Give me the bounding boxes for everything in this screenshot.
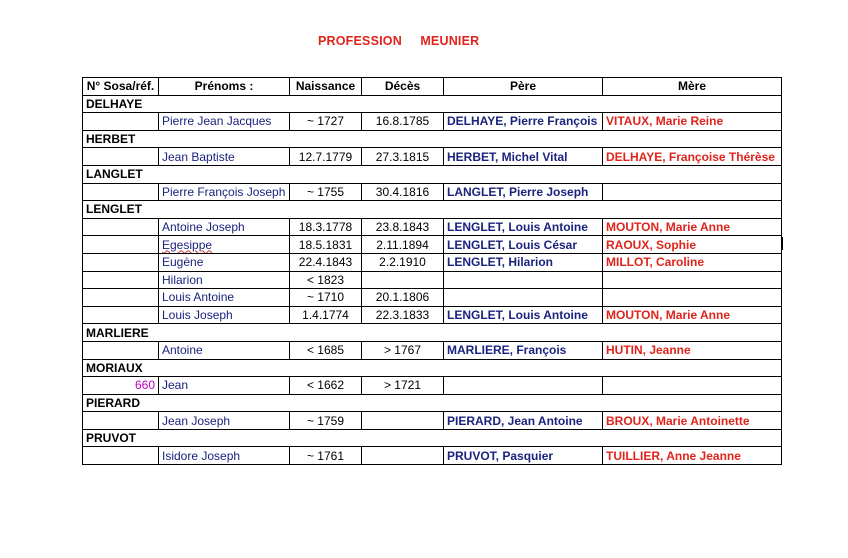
cell-mere: [603, 218, 782, 236]
family-header-row: [83, 95, 782, 113]
cell-mere: [603, 306, 782, 324]
cell-pere-text: PIERARD, Jean Antoine: [447, 413, 583, 428]
family-name: LANGLET: [83, 165, 782, 183]
cell-naissance-text: 22.4.1843: [298, 255, 353, 270]
cell-naissance-text: ~ 1727: [306, 114, 345, 129]
cell-pere-text: PRUVOT, Pasquier: [447, 448, 554, 463]
cell-prenoms: [159, 341, 290, 359]
cell-mere: [603, 341, 782, 359]
cell-prenoms: [159, 218, 290, 236]
cell-pere-text: LANGLET, Pierre Joseph: [447, 184, 589, 199]
cell-deces: [362, 377, 444, 395]
cell-naissance: [290, 218, 362, 236]
cell-sosa: [83, 306, 159, 324]
family-name: MORIAUX: [83, 359, 782, 377]
cell-prenoms-text: Jean: [162, 378, 189, 393]
cell-deces: [362, 289, 444, 307]
person-row: [83, 236, 782, 254]
cell-prenoms: [159, 113, 290, 131]
cell-prenoms-text: Antoine Joseph: [162, 220, 245, 235]
cell-mere-text: MILLOT, Caroline: [606, 255, 705, 270]
cell-naissance: [290, 412, 362, 430]
cell-naissance-text: ~ 1759: [306, 413, 345, 428]
cell-naissance-text: < 1685: [306, 343, 345, 358]
cell-naissance: [290, 306, 362, 324]
header-sosa: N° Sosa/réf.: [83, 78, 159, 96]
cell-prenoms: [159, 183, 290, 201]
cell-mere-text: RAOUX, Sophie: [606, 237, 697, 252]
cell-naissance: [290, 113, 362, 131]
person-row: [83, 253, 782, 271]
cell-mere: [603, 377, 782, 395]
cell-deces-text: 27.3.1815: [375, 149, 430, 164]
cell-naissance: [290, 377, 362, 395]
cell-pere: [444, 412, 603, 430]
cell-naissance: [290, 341, 362, 359]
cell-mere-text: DELHAYE, Françoise Thérèse: [606, 149, 775, 164]
cell-sosa: [83, 218, 159, 236]
header-row: [83, 78, 782, 96]
cell-prenoms: [159, 306, 290, 324]
cell-naissance-text: 18.3.1778: [298, 220, 353, 235]
family-header-row: [83, 165, 782, 183]
cell-sosa: [83, 113, 159, 131]
family-name: HERBET: [83, 130, 782, 148]
cell-naissance: [290, 271, 362, 289]
cell-deces: [362, 148, 444, 166]
family-header-row: [83, 201, 782, 219]
cell-pere-text: DELHAYE, Pierre François: [447, 114, 598, 129]
family-header-row: [83, 324, 782, 342]
cell-prenoms: [159, 412, 290, 430]
cell-mere: [603, 271, 782, 289]
family-name: PRUVOT: [83, 429, 782, 447]
cell-prenoms-text: Pierre François Joseph: [162, 184, 286, 199]
person-row: [83, 289, 782, 307]
cell-sosa: [83, 271, 159, 289]
cell-pere-text: MARLIERE, François: [447, 343, 567, 358]
cell-deces-text: > 1767: [383, 343, 422, 358]
cell-pere-text: LENGLET, Hilarion: [447, 255, 554, 270]
family-name: LENGLET: [83, 201, 782, 219]
cell-naissance-text: < 1823: [306, 272, 345, 287]
cell-naissance: [290, 236, 362, 254]
cell-mere: [603, 289, 782, 307]
cell-sosa: [83, 253, 159, 271]
cell-deces-text: 23.8.1843: [375, 220, 430, 235]
cell-pere: [444, 271, 603, 289]
cell-deces-text: 20.1.1806: [375, 290, 430, 305]
family-header-row: [83, 359, 782, 377]
cell-sosa: [83, 377, 159, 395]
cell-naissance: [290, 253, 362, 271]
person-row: [83, 271, 782, 289]
cell-pere: [444, 341, 603, 359]
cell-prenoms-text: Egesippe: [162, 237, 213, 252]
cell-prenoms-text: Antoine: [162, 343, 203, 358]
cell-mere-text: MOUTON, Marie Anne: [606, 308, 731, 323]
cell-naissance-text: ~ 1710: [306, 290, 345, 305]
cell-prenoms-text: Pierre Jean Jacques: [162, 114, 272, 129]
cell-pere-text: HERBET, Michel Vital: [447, 149, 568, 164]
person-row: [83, 447, 782, 465]
cell-naissance: [290, 148, 362, 166]
cell-mere-text: HUTIN, Jeanne: [606, 343, 691, 358]
cell-prenoms-text: Louis Joseph: [162, 308, 233, 323]
cell-deces-text: > 1721: [383, 378, 422, 393]
cell-naissance: [290, 183, 362, 201]
cell-pere: [444, 183, 603, 201]
cell-deces: [362, 447, 444, 465]
cell-naissance-text: ~ 1755: [306, 184, 345, 199]
family-header-row: [83, 130, 782, 148]
cell-pere: [444, 377, 603, 395]
header-mere: Mère: [603, 78, 782, 96]
cell-sosa: [83, 447, 159, 465]
cell-pere: [444, 236, 603, 254]
cell-deces: [362, 271, 444, 289]
cell-prenoms-text: Eugène: [162, 255, 204, 270]
cell-mere: [603, 183, 782, 201]
cell-mere: [603, 412, 782, 430]
cell-deces-text: 30.4.1816: [375, 184, 430, 199]
person-row: [83, 148, 782, 166]
cell-prenoms: [159, 148, 290, 166]
cell-naissance-text: 1.4.1774: [302, 308, 349, 323]
header-prenoms: Prénoms :: [159, 78, 290, 96]
cell-deces: [362, 412, 444, 430]
family-name: DELHAYE: [83, 95, 782, 113]
genealogy-table: [82, 77, 782, 465]
cell-deces-text: 2.2.1910: [379, 255, 426, 270]
cell-sosa: [83, 289, 159, 307]
cell-pere-text: LENGLET, Louis César: [447, 237, 578, 252]
cell-naissance-text: 12.7.1779: [298, 149, 353, 164]
cell-naissance-text: ~ 1761: [306, 448, 345, 463]
cell-pere: [444, 306, 603, 324]
cell-mere: [603, 236, 782, 254]
cell-prenoms: [159, 447, 290, 465]
cell-mere-text: TUILLIER, Anne Jeanne: [606, 448, 741, 463]
cell-deces: [362, 183, 444, 201]
cell-mere: [603, 447, 782, 465]
cell-prenoms: [159, 236, 290, 254]
cell-pere: [444, 289, 603, 307]
cell-deces: [362, 113, 444, 131]
cell-deces-text: 16.8.1785: [375, 114, 430, 129]
cell-prenoms-text: Isidore Joseph: [162, 448, 241, 463]
cell-sosa: [83, 183, 159, 201]
cell-sosa: [83, 341, 159, 359]
page-title: PROFESSION MEUNIER: [318, 34, 480, 48]
cell-prenoms: [159, 289, 290, 307]
cell-deces-text: 2.11.1894: [376, 237, 429, 252]
cell-prenoms: [159, 253, 290, 271]
header-deces: Décès: [362, 78, 444, 96]
cell-pere: [444, 253, 603, 271]
person-row: [83, 218, 782, 236]
cell-pere-text: LENGLET, Louis Antoine: [447, 308, 588, 323]
cell-naissance-text: < 1662: [306, 378, 345, 393]
cell-pere: [444, 148, 603, 166]
cell-sosa: [83, 236, 159, 254]
cell-deces: [362, 253, 444, 271]
person-row: [83, 377, 782, 395]
person-row: [83, 412, 782, 430]
cell-deces-text: 22.3.1833: [375, 308, 430, 323]
cell-prenoms-text: Hilarion: [162, 272, 203, 287]
cell-sosa-text: 660: [134, 378, 155, 393]
cell-prenoms: [159, 377, 290, 395]
cell-naissance-text: 18.5.1831: [298, 237, 353, 252]
family-header-row: [83, 394, 782, 412]
cell-prenoms: [159, 271, 290, 289]
cell-naissance: [290, 289, 362, 307]
cell-deces: [362, 218, 444, 236]
person-row: [83, 183, 782, 201]
cell-pere-text: LENGLET, Louis Antoine: [447, 220, 588, 235]
cell-sosa: [83, 412, 159, 430]
cell-mere-text: VITAUX, Marie Reine: [606, 114, 724, 129]
cell-deces: [362, 341, 444, 359]
family-header-row: [83, 429, 782, 447]
cell-prenoms-text: Jean Joseph: [162, 413, 231, 428]
cell-pere: [444, 113, 603, 131]
cell-deces: [362, 236, 444, 254]
cell-mere: [603, 253, 782, 271]
cell-mere: [603, 113, 782, 131]
family-name: PIERARD: [83, 394, 782, 412]
cell-mere: [603, 148, 782, 166]
header-pere: Père: [444, 78, 603, 96]
cell-sosa: [83, 148, 159, 166]
cell-prenoms-text: Jean Baptiste: [162, 149, 235, 164]
person-row: [83, 341, 782, 359]
table-body: [83, 95, 782, 464]
cell-naissance: [290, 447, 362, 465]
family-name: MARLIERE: [83, 324, 782, 342]
text-cursor: [782, 237, 783, 250]
person-row: [83, 306, 782, 324]
cell-mere-text: MOUTON, Marie Anne: [606, 220, 731, 235]
cell-pere: [444, 447, 603, 465]
cell-deces: [362, 306, 444, 324]
cell-mere-text: BROUX, Marie Antoinette: [606, 413, 750, 428]
cell-prenoms-text: Louis Antoine: [162, 290, 235, 305]
cell-pere: [444, 218, 603, 236]
header-naissance: Naissance: [290, 78, 362, 96]
person-row: [83, 113, 782, 131]
